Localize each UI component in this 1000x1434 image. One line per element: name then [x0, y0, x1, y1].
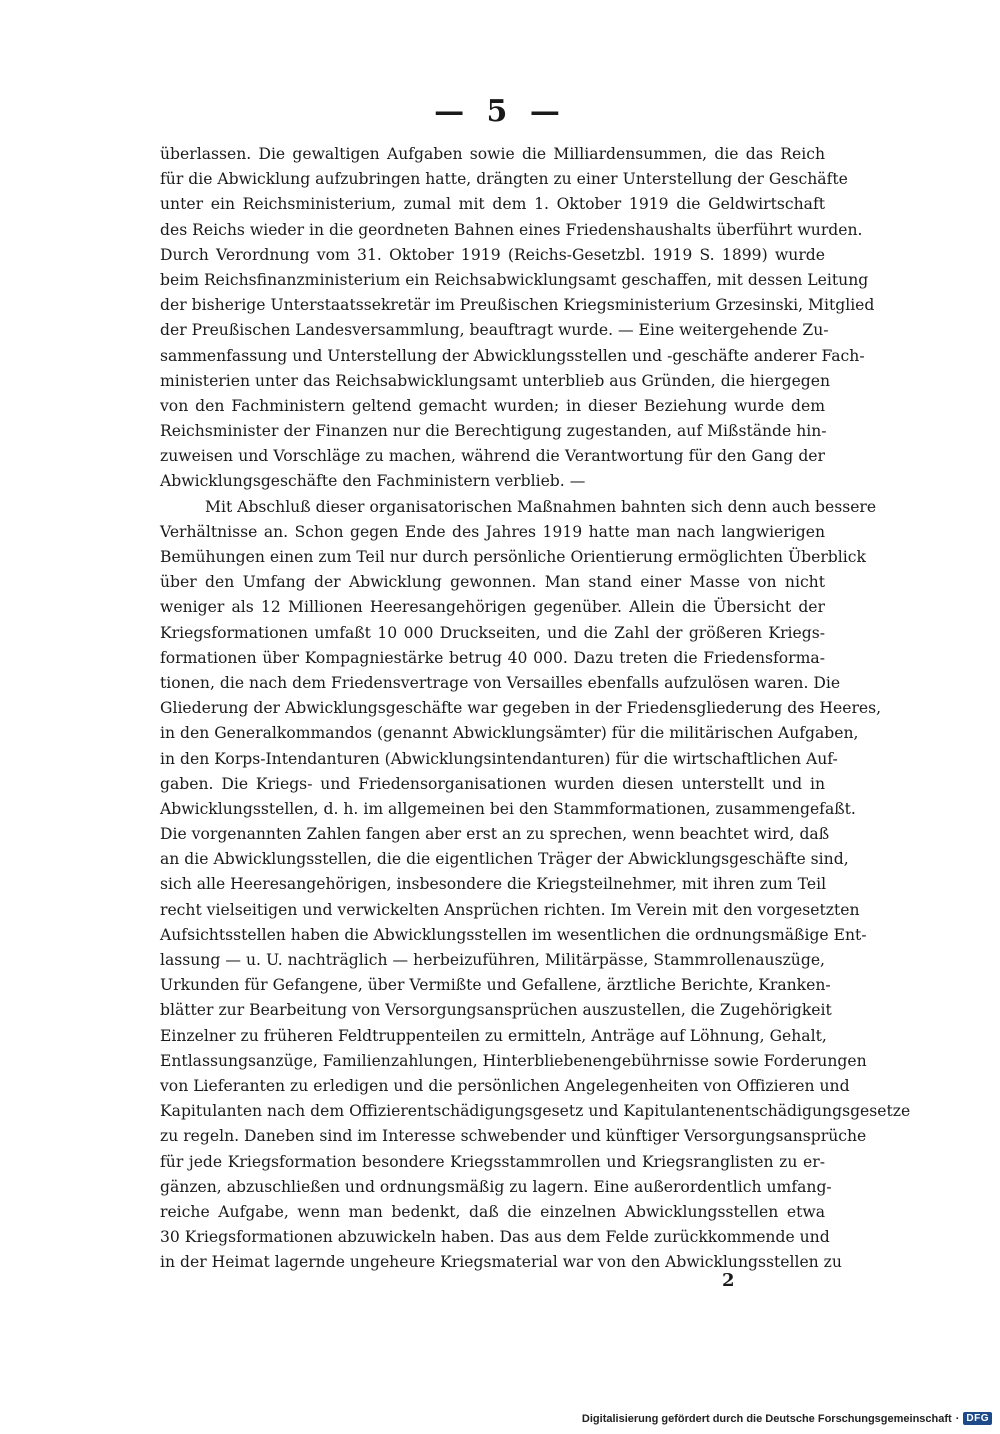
text-line: sammenfassung und Unterstellung der Abwicklungsstellen und -geschäfte anderer Fach-: [160, 346, 865, 365]
text-line: überlassen. Die gewaltigen Aufgaben sowie die Milliardensummen, die das Reich: [160, 145, 825, 163]
digitization-credit: [582, 1412, 992, 1425]
text-line: von Lieferanten zu erledigen und die persönlichen Angelegenheiten von Offizieren und: [160, 1076, 850, 1095]
text-line: in den Korps-Intendanturen (Abwicklungsintendanturen) für die wirtschaftlichen Auf-: [160, 749, 838, 768]
separator: ·: [955, 1412, 960, 1425]
sheet-signature-mark: 2: [722, 1270, 735, 1291]
text-line: formationen über Kompagniestärke betrug 40 000. Dazu treten die Friedensforma-: [160, 648, 825, 667]
paragraph-start-line: Mit Abschluß dieser organisatorischen Maßnahmen bahnten sich denn auch bessere: [205, 497, 877, 516]
text-line: von den Fachministern geltend gemacht wurden; in dieser Beziehung wurde dem: [160, 396, 825, 415]
text-line: über den Umfang der Abwicklung gewonnen. Man stand einer Masse von nicht: [160, 573, 825, 592]
text-line: Kapitulanten nach dem Offizierentschädigungsgesetz und Kapitulantenentschädigungsgesetze: [160, 1102, 911, 1121]
text-line: reiche Aufgabe, wenn man bedenkt, daß die einzelnen Abwicklungsstellen etwa: [160, 1202, 825, 1221]
text-line: Urkunden für Gefangene, über Vermißte und Gefallene, ärztliche Berichte, Kranken-: [160, 976, 831, 995]
text-line: Entlassungsanzüge, Familienzahlungen, Hinterbliebenengebührnisse sowie Forderungen: [160, 1051, 867, 1070]
text-line: Kriegsformationen umfaßt 10 000 Druckseiten, und die Zahl der größeren Kriegs-: [160, 623, 825, 642]
text-line: Durch Verordnung vom 31. Oktober 1919 (Reichs-Gesetzbl. 1919 S. 1899) wurde: [160, 245, 825, 264]
text-line: beim Reichsfinanzministerium ein Reichsabwicklungsamt geschaffen, mit dessen Leitung: [160, 270, 869, 289]
text-line: weniger als 12 Millionen Heeresangehörigen gegenüber. Allein die Übersicht der: [160, 598, 825, 617]
text-line: Verhältnisse an. Schon gegen Ende des Jahres 1919 hatte man nach langwierigen: [160, 522, 825, 541]
paragraph-end-line: Abwicklungsgeschäfte den Fachministern verblieb. —: [160, 472, 586, 491]
text-line: tionen, die nach dem Friedensvertrage von Versailles ebenfalls aufzulösen waren. Die: [160, 673, 841, 692]
text-line: gaben. Die Kriegs- und Friedensorganisationen wurden diesen unterstellt und in: [160, 774, 825, 793]
text-line: in den Generalkommandos (genannt Abwicklungsämter) für die militärischen Aufgaben,: [160, 724, 859, 743]
text-line: Reichsminister der Finanzen nur die Berechtigung zugestanden, auf Mißstände hin-: [160, 422, 827, 441]
text-line: Die vorgenannten Zahlen fangen aber erst an zu sprechen, wenn beachtet wird, daß: [160, 825, 830, 844]
text-line: recht vielseitigen und verwickelten Ansprüchen richten. Im Verein mit den vorgesetzten: [160, 900, 860, 919]
text-line: Aufsichtsstellen haben die Abwicklungsstellen im wesentlichen die ordnungsmäßige Ent-: [160, 925, 867, 944]
dfg-logo-icon: DFG: [963, 1412, 992, 1425]
text-line: der bisherige Unterstaatssekretär im Preußischen Kriegsministerium Grzesinski, Mitglied: [160, 296, 875, 315]
text-line: in der Heimat lagernde ungeheure Kriegsmaterial war von den Abwicklungsstellen zu: [160, 1253, 842, 1272]
text-line: Abwicklungsstellen, d. h. im allgemeinen bei den Stammformationen, zusammengefaßt.: [160, 799, 856, 818]
text-line: blätter zur Bearbeitung von Versorgungsansprüchen auszustellen, die Zugehörigkeit: [160, 1001, 832, 1020]
credit-text: Digitalisierung gefördert durch die Deutsche Forschungsgemeinschaft: [581, 1412, 952, 1425]
text-line: lassung — u. U. nachträglich — herbeizuführen, Militärpässe, Stammrollenauszüge,: [160, 951, 825, 969]
text-line: ministerien unter das Reichsabwicklungsamt unterblieb aus Gründen, die hiergegen: [160, 371, 831, 390]
page-number: — 5 —: [434, 94, 566, 129]
text-line: an die Abwicklungsstellen, die die eigentlichen Träger der Abwicklungsgeschäfte sind,: [160, 850, 849, 869]
text-line: zuweisen und Vorschläge zu machen, während die Verantwortung für den Gang der: [160, 447, 825, 466]
text-line: der Preußischen Landesversammlung, beauftragt wurde. — Eine weitergehende Zu-: [160, 321, 829, 340]
text-line: sich alle Heeresangehörigen, insbesondere die Kriegsteilnehmer, mit ihren zum Teil: [160, 875, 827, 894]
text-line: Gliederung der Abwicklungsgeschäfte war gegeben in der Friedensgliederung des Heeres,: [160, 699, 882, 718]
text-line: für die Abwicklung aufzubringen hatte, drängten zu einer Unterstellung der Geschäfte: [160, 170, 848, 189]
text-line: gänzen, abzuschließen und ordnungsmäßig zu lagern. Eine außerordentlich umfang-: [160, 1177, 832, 1196]
text-line: unter ein Reichsministerium, zumal mit dem 1. Oktober 1919 die Geldwirtschaft: [160, 195, 825, 214]
text-line: zu regeln. Daneben sind im Interesse schwebender und künftiger Versorgungsansprüche: [160, 1127, 867, 1146]
text-line: Bemühungen einen zum Teil nur durch persönliche Orientierung ermöglichten Überblick: [160, 548, 866, 566]
text-line: des Reichs wieder in die geordneten Bahnen eines Friedenshaushalts überführt wurden.: [160, 220, 863, 239]
text-line: für jede Kriegsformation besondere Kriegsstammrollen und Kriegsranglisten zu er-: [160, 1152, 825, 1171]
body-text: [160, 142, 911, 1275]
text-line: Einzelner zu früheren Feldtruppenteilen zu ermitteln, Anträge auf Löhnung, Gehalt,: [160, 1026, 827, 1045]
text-line: 30 Kriegsformationen abzuwickeln haben. Das aus dem Felde zurückkommende und: [160, 1228, 830, 1247]
